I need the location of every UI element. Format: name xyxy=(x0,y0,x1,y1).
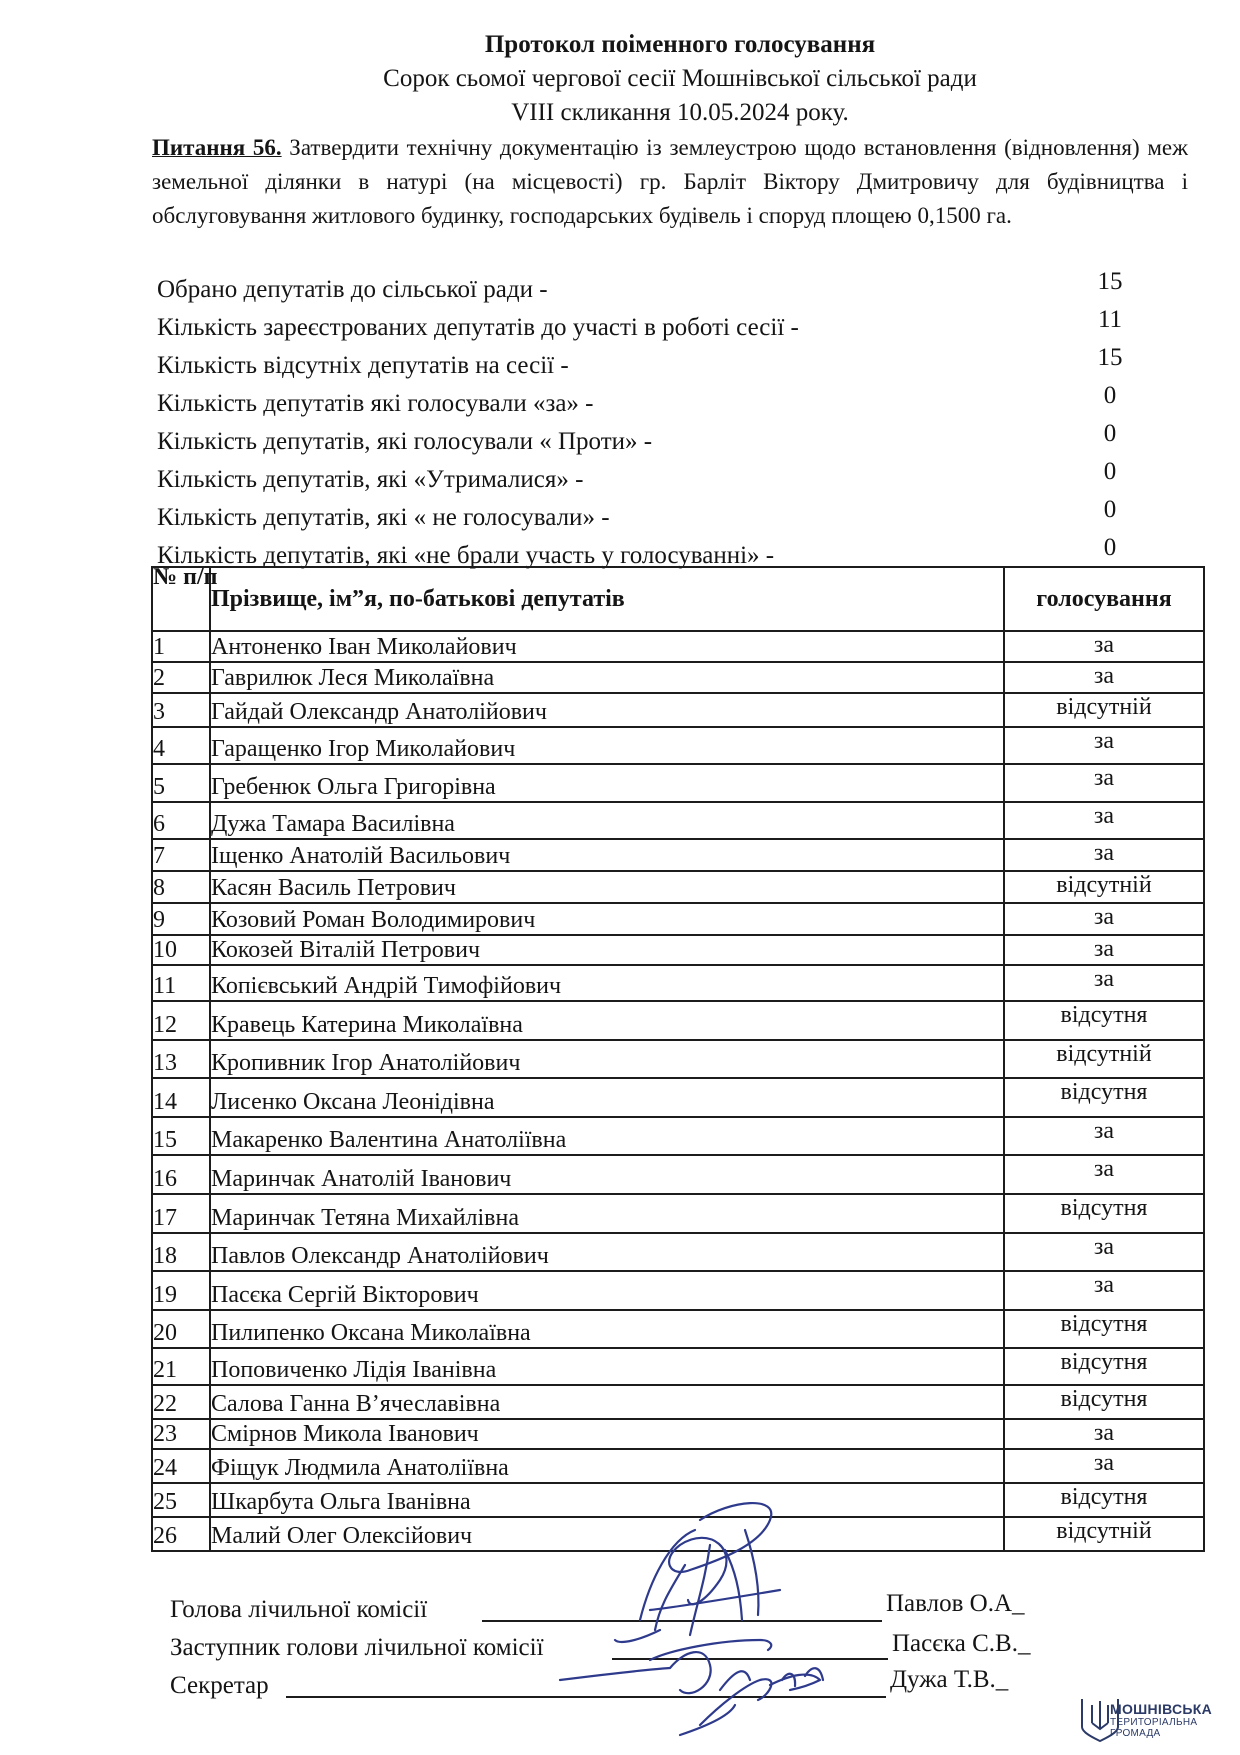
column-header-vote: голосування xyxy=(1004,567,1204,631)
row-number: 4 xyxy=(152,727,210,764)
table-header-row xyxy=(152,567,1204,631)
deputy-name: Іщенко Анатолій Васильович xyxy=(210,839,1004,871)
row-number: 11 xyxy=(152,965,210,1001)
vote-result: відсутня xyxy=(1004,1078,1204,1117)
deputy-name: Макаренко Валентина Анатоліївна xyxy=(210,1117,1004,1155)
deputy-name: Лисенко Оксана Леонідівна xyxy=(210,1078,1004,1117)
chair-label: Голова лічильної комісії xyxy=(170,1596,428,1623)
deputy-name: Малий Олег Олексійович xyxy=(210,1517,1004,1551)
vote-result: відсутня xyxy=(1004,1001,1204,1040)
table-row xyxy=(152,1001,1204,1040)
table-row xyxy=(152,1117,1204,1155)
stat-value: 0 xyxy=(1103,420,1117,447)
table-row xyxy=(152,965,1204,1001)
row-number: 2 xyxy=(152,662,210,693)
watermark-text xyxy=(1110,1702,1212,1739)
vote-result: за xyxy=(1004,1419,1204,1449)
table-row xyxy=(152,1233,1204,1271)
deputy-name: Козовий Роман Володимирович xyxy=(210,903,1004,935)
watermark-line3: ГРОМАДА xyxy=(1110,1728,1161,1739)
table-row xyxy=(152,1348,1204,1385)
table-row xyxy=(152,903,1204,935)
stat-label: Кількість депутатів, які «не брали участь у голосуванні» - xyxy=(157,542,775,569)
deputy-name: Гайдай Олександр Анатолійович xyxy=(210,693,1004,727)
row-number: 12 xyxy=(152,1001,210,1040)
deputy-chair-label: Заступник голови лічильної комісії xyxy=(170,1634,544,1661)
deputy-name: Гребенюк Ольга Григорівна xyxy=(210,764,1004,802)
table-row xyxy=(152,1155,1204,1194)
vote-result: за xyxy=(1004,965,1204,1001)
stat-label: Кількість зареєстрованих депутатів до участі в роботі сесії - xyxy=(157,314,799,341)
deputy-name: Маринчак Анатолій Іванович xyxy=(210,1155,1004,1194)
row-number: 7 xyxy=(152,839,210,871)
deputy-name: Гаврилюк Леся Миколаївна xyxy=(210,662,1004,693)
table-row xyxy=(152,802,1204,839)
roll-call-table xyxy=(151,566,1205,1552)
deputy-name: Кропивник Ігор Анатолійович xyxy=(210,1040,1004,1078)
deputy-name: Салова Ганна В’ячеславівна xyxy=(210,1385,1004,1419)
handwritten-signature-icon xyxy=(520,1490,860,1750)
table-row xyxy=(152,871,1204,903)
row-number: 16 xyxy=(152,1155,210,1194)
chair-name: Павлов О.А_ xyxy=(886,1590,1025,1617)
row-number: 23 xyxy=(152,1419,210,1449)
stat-value: 0 xyxy=(1103,458,1117,485)
stat-label: Кількість депутатів які голосували «за» - xyxy=(157,390,594,417)
stat-value: 11 xyxy=(1097,306,1123,333)
table-row xyxy=(152,1040,1204,1078)
table-row xyxy=(152,1271,1204,1310)
stat-value: 15 xyxy=(1097,344,1123,371)
column-header-number: № п/п xyxy=(152,567,210,631)
deputy-chair-name: Пасєка С.В._ xyxy=(892,1630,1031,1657)
deputy-name: Дужа Тамара Василівна xyxy=(210,802,1004,839)
table-row xyxy=(152,1194,1204,1233)
convocation-date-line: VIII скликання 10.05.2024 року. xyxy=(511,99,849,126)
row-number: 21 xyxy=(152,1348,210,1385)
row-number: 19 xyxy=(152,1271,210,1310)
vote-result: за xyxy=(1004,903,1204,935)
stat-label: Кількість відсутніх депутатів на сесії - xyxy=(157,352,569,379)
stat-value: 0 xyxy=(1103,496,1117,523)
vote-result: за xyxy=(1004,1233,1204,1271)
vote-result: за xyxy=(1004,1155,1204,1194)
deputy-name: Поповиченко Лідія Іванівна xyxy=(210,1348,1004,1385)
table-row xyxy=(152,839,1204,871)
table-row xyxy=(152,727,1204,764)
row-number: 8 xyxy=(152,871,210,903)
document-title: Протокол поіменного голосування xyxy=(484,31,876,58)
vote-result: відсутня xyxy=(1004,1483,1204,1517)
row-number: 10 xyxy=(152,935,210,965)
stat-value: 15 xyxy=(1097,268,1123,295)
stat-value: 0 xyxy=(1103,534,1117,561)
row-number: 17 xyxy=(152,1194,210,1233)
deputy-name: Шкарбута Ольга Іванівна xyxy=(210,1483,1004,1517)
table-row xyxy=(152,1385,1204,1419)
vote-result: за xyxy=(1004,839,1204,871)
row-number: 26 xyxy=(152,1517,210,1551)
row-number: 22 xyxy=(152,1385,210,1419)
column-header-name: Прізвище, ім”я, по-батькові депутатів xyxy=(210,567,1004,631)
vote-result: відсутній xyxy=(1004,1517,1204,1551)
vote-result: за xyxy=(1004,935,1204,965)
vote-result: відсутня xyxy=(1004,1348,1204,1385)
vote-result: за xyxy=(1004,631,1204,662)
stat-label: Кількість депутатів, які « не голосували» - xyxy=(157,504,610,531)
stat-value: 0 xyxy=(1103,382,1117,409)
question-paragraph xyxy=(152,131,1188,233)
secretary-name: Дужа Т.В._ xyxy=(890,1666,1009,1693)
deputy-name: Касян Василь Петрович xyxy=(210,871,1004,903)
row-number: 14 xyxy=(152,1078,210,1117)
row-number: 6 xyxy=(152,802,210,839)
vote-result: за xyxy=(1004,764,1204,802)
deputy-name: Кравець Катерина Миколаївна xyxy=(210,1001,1004,1040)
deputy-name: Смірнов Микола Іванович xyxy=(210,1419,1004,1449)
row-number: 20 xyxy=(152,1310,210,1348)
vote-result: за xyxy=(1004,662,1204,693)
vote-result: відсутній xyxy=(1004,871,1204,903)
table-row xyxy=(152,1310,1204,1348)
vote-result: за xyxy=(1004,1449,1204,1483)
row-number: 13 xyxy=(152,1040,210,1078)
vote-result: відсутня xyxy=(1004,1194,1204,1233)
table-row xyxy=(152,1449,1204,1483)
table-row xyxy=(152,764,1204,802)
watermark-line1: МОШНІВСЬКА xyxy=(1110,1701,1213,1717)
table-row xyxy=(152,631,1204,662)
table-row xyxy=(152,935,1204,965)
row-number: 5 xyxy=(152,764,210,802)
vote-result: відсутня xyxy=(1004,1385,1204,1419)
stat-label: Кількість депутатів, які «Утрималися» - xyxy=(157,466,584,493)
deputy-name: Пасєка Сергій Вікторович xyxy=(210,1271,1004,1310)
table-row xyxy=(152,1078,1204,1117)
row-number: 18 xyxy=(152,1233,210,1271)
table-row xyxy=(152,1419,1204,1449)
deputy-name: Фіщук Людмила Анатоліївна xyxy=(210,1449,1004,1483)
vote-result: відсутній xyxy=(1004,693,1204,727)
vote-result: за xyxy=(1004,1271,1204,1310)
vote-result: відсутній xyxy=(1004,1040,1204,1078)
session-line: Сорок сьомої чергової сесії Мошнівської сільської ради xyxy=(383,65,977,92)
deputy-name: Антоненко Іван Миколайович xyxy=(210,631,1004,662)
vote-result: відсутня xyxy=(1004,1310,1204,1348)
deputy-name: Гаращенко Ігор Миколайович xyxy=(210,727,1004,764)
deputy-name: Пилипенко Оксана Миколаївна xyxy=(210,1310,1004,1348)
question-text: Затвердити технічну документацію із землеустрою щодо встановлення (відновлення) меж земельної ділянки в натурі (на місцевості) гр. Барліт Віктору Дмитровичу для будівництва і обслуговування житлового будинку, господарських будівель і споруд площею 0,1500 га. xyxy=(152,135,1189,228)
deputy-name: Маринчак Тетяна Михайлівна xyxy=(210,1194,1004,1233)
row-number: 3 xyxy=(152,693,210,727)
watermark-line2: ТЕРИТОРІАЛЬНА xyxy=(1110,1717,1198,1728)
table-row xyxy=(152,693,1204,727)
table-row xyxy=(152,662,1204,693)
row-number: 15 xyxy=(152,1117,210,1155)
vote-result: за xyxy=(1004,1117,1204,1155)
row-number: 1 xyxy=(152,631,210,662)
stat-label: Обрано депутатів до сільської ради - xyxy=(157,276,548,303)
stat-label: Кількість депутатів, які голосували « Проти» - xyxy=(157,428,653,455)
vote-result: за xyxy=(1004,727,1204,764)
deputy-name: Павлов Олександр Анатолійович xyxy=(210,1233,1004,1271)
question-label: Питання 56. xyxy=(152,135,282,160)
deputy-name: Кокозей Віталій Петрович xyxy=(210,935,1004,965)
row-number: 9 xyxy=(152,903,210,935)
secretary-label: Секретар xyxy=(170,1672,269,1699)
row-number: 25 xyxy=(152,1483,210,1517)
deputy-name: Копієвський Андрій Тимофійович xyxy=(210,965,1004,1001)
vote-result: за xyxy=(1004,802,1204,839)
row-number: 24 xyxy=(152,1449,210,1483)
